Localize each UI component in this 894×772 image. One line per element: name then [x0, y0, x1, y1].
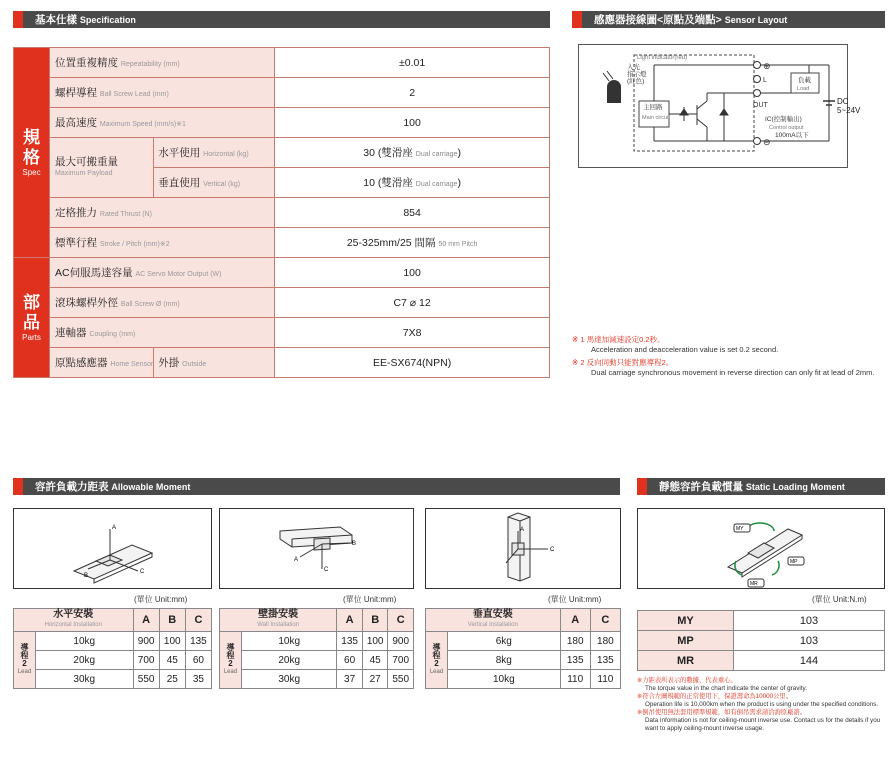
horizontal-mount-diagram: [13, 508, 212, 589]
sensor-title-en: Sensor Layout: [724, 15, 788, 25]
sensor-title-zh: 感應器接線圖<原點及端點>: [594, 14, 722, 26]
moment-note-2-zh: ※符合左圖規範的正常使用下，保證壽命為10000公里。: [637, 693, 793, 700]
horizontal-table-title: 水平安裝 Horizontal Installation: [14, 609, 134, 632]
unit-label-wall: (單位 Unit:mm): [343, 595, 397, 604]
axis-label-a: A: [112, 525, 117, 531]
load-en: Load: [797, 86, 810, 92]
value-payload-horizontal: 30 (雙滑座 Dual carriage): [275, 138, 550, 168]
wall-actuator-icon: [280, 527, 352, 569]
light-indicator-label: Light indicator(red): [637, 55, 688, 61]
label-mr: MR: [750, 581, 758, 587]
spec-title-zh: 基本仕樣: [35, 14, 77, 26]
moment-note-3-en: Data information is not for ceiling-mount inverse use. Contact us for the details if you want to apply ceiling-mount inverse usage.: [645, 717, 881, 732]
spec-title-en: Specification: [79, 15, 136, 25]
table-row: MP 103: [638, 631, 885, 651]
value-screw-dia: C7 ⌀ 12: [275, 288, 550, 318]
spec-row-speed: [14, 108, 550, 138]
static-title-en: Static Loading Moment: [745, 482, 845, 492]
vertical-mount-diagram: [425, 508, 621, 589]
value-lead: 2: [275, 78, 550, 108]
plus-symbol: ⊕: [763, 61, 771, 71]
l-symbol: L: [763, 77, 767, 84]
spec-notes: [572, 335, 890, 378]
static-moment-table: [637, 610, 885, 671]
terminal-plus: [754, 62, 761, 69]
transistor-icon: [669, 93, 728, 141]
header-accent-bar: [572, 11, 582, 28]
moment-section-header: [13, 478, 620, 495]
value-payload-vertical: 10 (雙滑座 Dual carriage): [275, 168, 550, 198]
lead-label: 導 程 2 Lead: [426, 632, 448, 689]
spec-row-thrust: [14, 198, 550, 228]
table-row: 30kg 37 27 550: [220, 670, 414, 689]
header-accent-bar: [13, 11, 23, 28]
spec-row-lead: [14, 78, 550, 108]
label-motor: AC伺服馬達容量 AC Servo Motor Output (W): [50, 258, 275, 288]
load-zh: 負載: [798, 77, 811, 84]
note-2-zh: ※ 2 反向同動只能對應導程2。: [572, 358, 674, 367]
wall-mount-diagram: [219, 508, 414, 589]
vertical-actuator-icon: [506, 513, 548, 581]
label-home-sensor: 原點感應器 Home Sensor: [50, 348, 154, 378]
label-screw-dia: 滾珠螺桿外徑 Ball Screw Ø (mm): [50, 288, 275, 318]
axis-label-a: A: [520, 527, 525, 533]
note-1-zh: ※ 1 馬達加減速設定0.2秒。: [572, 335, 665, 344]
moment-title-en: Allowable Moment: [111, 482, 191, 492]
lead-label: 導 程 2 Lead: [14, 632, 36, 689]
led-icon: [603, 71, 621, 103]
static-actuator-icon: [728, 529, 802, 577]
value-coupling: 7X8: [275, 318, 550, 348]
current-label: 100mA以下: [775, 132, 809, 139]
note-2-en: Dual carriage synchronous movement in reverse direction can only fit at lead of 2mm.: [591, 368, 875, 377]
terminal-minus: [754, 138, 761, 145]
value-thrust: 854: [275, 198, 550, 228]
spec-row-repeatability: [14, 48, 550, 78]
value-stroke: 25-325mm/25 間隔 50 mm Pitch: [275, 228, 550, 258]
sensor-section-header: [572, 11, 885, 28]
label-home-sensor-outside: 外掛 Outside: [154, 348, 275, 378]
out-label: OUT: [753, 102, 768, 109]
label-my: MY: [736, 526, 744, 532]
moment-note-1-zh: ※力距表所表示的數據，代表重心。: [637, 677, 737, 684]
moment-title-zh: 容許負載力距表: [35, 481, 109, 493]
terminal-out: [754, 90, 761, 97]
main-circuit-en: Main circuit: [642, 115, 670, 121]
spec-section-header: [13, 11, 550, 28]
table-row: 20kg 700 45 60: [14, 651, 212, 670]
header-accent-bar: [637, 478, 647, 495]
label-repeatability: 位置重複精度 Repeatability (mm): [50, 48, 275, 78]
sensor-wiring-diagram: [578, 44, 861, 168]
col-header-c: C: [388, 609, 414, 632]
col-header-c: C: [185, 609, 211, 632]
value-motor: 100: [275, 258, 550, 288]
table-row: 20kg 60 45 700: [220, 651, 414, 670]
axis-label-c: C: [550, 547, 555, 553]
spec-row-screw-dia: [14, 288, 550, 318]
table-row: MR 144: [638, 651, 885, 671]
wall-table-title: 壁掛安裝 Wall Installation: [220, 609, 337, 632]
table-row: 8kg 135 135: [426, 651, 621, 670]
label-payload-horizontal: 水平使用 Horizontal (kg): [154, 138, 275, 168]
value-home-sensor: EE-SX674(NPN): [275, 348, 550, 378]
moment-note-2-en: Operation life is 10,000km when the product is using under the specified conditions.: [645, 701, 879, 708]
group-spec: 規 格 Spec: [14, 48, 50, 258]
label-payload: 最大可搬重量 Maximum Payload: [50, 138, 154, 198]
table-row: 導 程 2 Lead 10kg 900 100 135: [14, 632, 212, 651]
vertical-table-title: 垂直安裝 Vertical Installation: [426, 609, 561, 632]
moment-notes: [637, 677, 889, 733]
label-stroke: 標準行程 Stroke / Pitch (mm)※2: [50, 228, 275, 258]
spec-row-payload-horizontal: [14, 138, 550, 168]
table-row: 30kg 550 25 35: [14, 670, 212, 689]
horizontal-moment-table: [13, 608, 212, 689]
axis-label-b: B: [84, 573, 89, 579]
vertical-moment-table: [425, 608, 621, 689]
note-1-en: Acceleration and deacceleration value is set 0.2 second.: [591, 345, 779, 354]
label-lead: 螺桿導程 Ball Screw Lead (mm): [50, 78, 275, 108]
spec-row-stroke: [14, 228, 550, 258]
ic-label: IC(控制輸出): [765, 116, 802, 123]
header-accent-bar: [13, 478, 23, 495]
col-header-a: A: [337, 609, 363, 632]
static-moment-diagram: [637, 508, 885, 589]
unit-label-vertical: (單位 Unit:mm): [548, 595, 602, 604]
col-header-b: B: [362, 609, 388, 632]
label-thrust: 定格推力 Rated Thrust (N): [50, 198, 275, 228]
label-payload-vertical: 垂直使用 Vertical (kg): [154, 168, 275, 198]
col-header-a: A: [560, 609, 590, 632]
unit-label-horizontal: (單位 Unit:mm): [134, 595, 188, 604]
axis-label-a: A: [294, 557, 299, 563]
moment-note-3-zh: ※倒吊使用無法套用標準規範，如有倒吊需求請洽詢原廠諮。: [637, 709, 806, 716]
control-output-label: Control output: [769, 125, 804, 131]
spec-row-motor: [14, 258, 550, 288]
static-section-header: [637, 478, 885, 495]
spec-table: [13, 47, 550, 378]
table-row: 導 程 2 Lead 10kg 135 100 900: [220, 632, 414, 651]
sensor-circuit-svg: [579, 45, 847, 167]
value-speed: 100: [275, 108, 550, 138]
indicator-zh-label: 入光指示燈(紅色): [627, 64, 647, 85]
unit-label-static: (單位 Unit:N.m): [812, 595, 867, 604]
axis-label-c: C: [140, 569, 145, 575]
static-title-zh: 靜態容許負載慣量: [659, 481, 743, 493]
main-circuit-zh: 主回路: [643, 104, 663, 111]
minus-symbol: ⊖: [763, 137, 771, 147]
dc-label: DC 5~24V: [837, 97, 861, 115]
spec-row-home-sensor: [14, 348, 550, 378]
axis-label-c: C: [324, 567, 329, 573]
label-coupling: 連軸器 Coupling (mm): [50, 318, 275, 348]
col-header-b: B: [159, 609, 185, 632]
moment-note-1-en: The torque value in the chart indicate the center of gravity.: [645, 685, 807, 692]
col-header-c: C: [590, 609, 620, 632]
table-row: 10kg 110 110: [426, 670, 621, 689]
wall-moment-table: [219, 608, 414, 689]
value-repeatability: ±0.01: [275, 48, 550, 78]
terminal-l: [754, 76, 761, 83]
table-row: 導 程 2 Lead 6kg 180 180: [426, 632, 621, 651]
spec-row-coupling: [14, 318, 550, 348]
label-speed: 最高速度 Maximum Speed (mm/s)※1: [50, 108, 275, 138]
table-row: MY 103: [638, 611, 885, 631]
col-header-a: A: [133, 609, 159, 632]
label-mp: MP: [790, 559, 798, 565]
axis-label-b: B: [352, 541, 357, 547]
group-parts: 部 品 Parts: [14, 258, 50, 378]
lead-label: 導 程 2 Lead: [220, 632, 242, 689]
